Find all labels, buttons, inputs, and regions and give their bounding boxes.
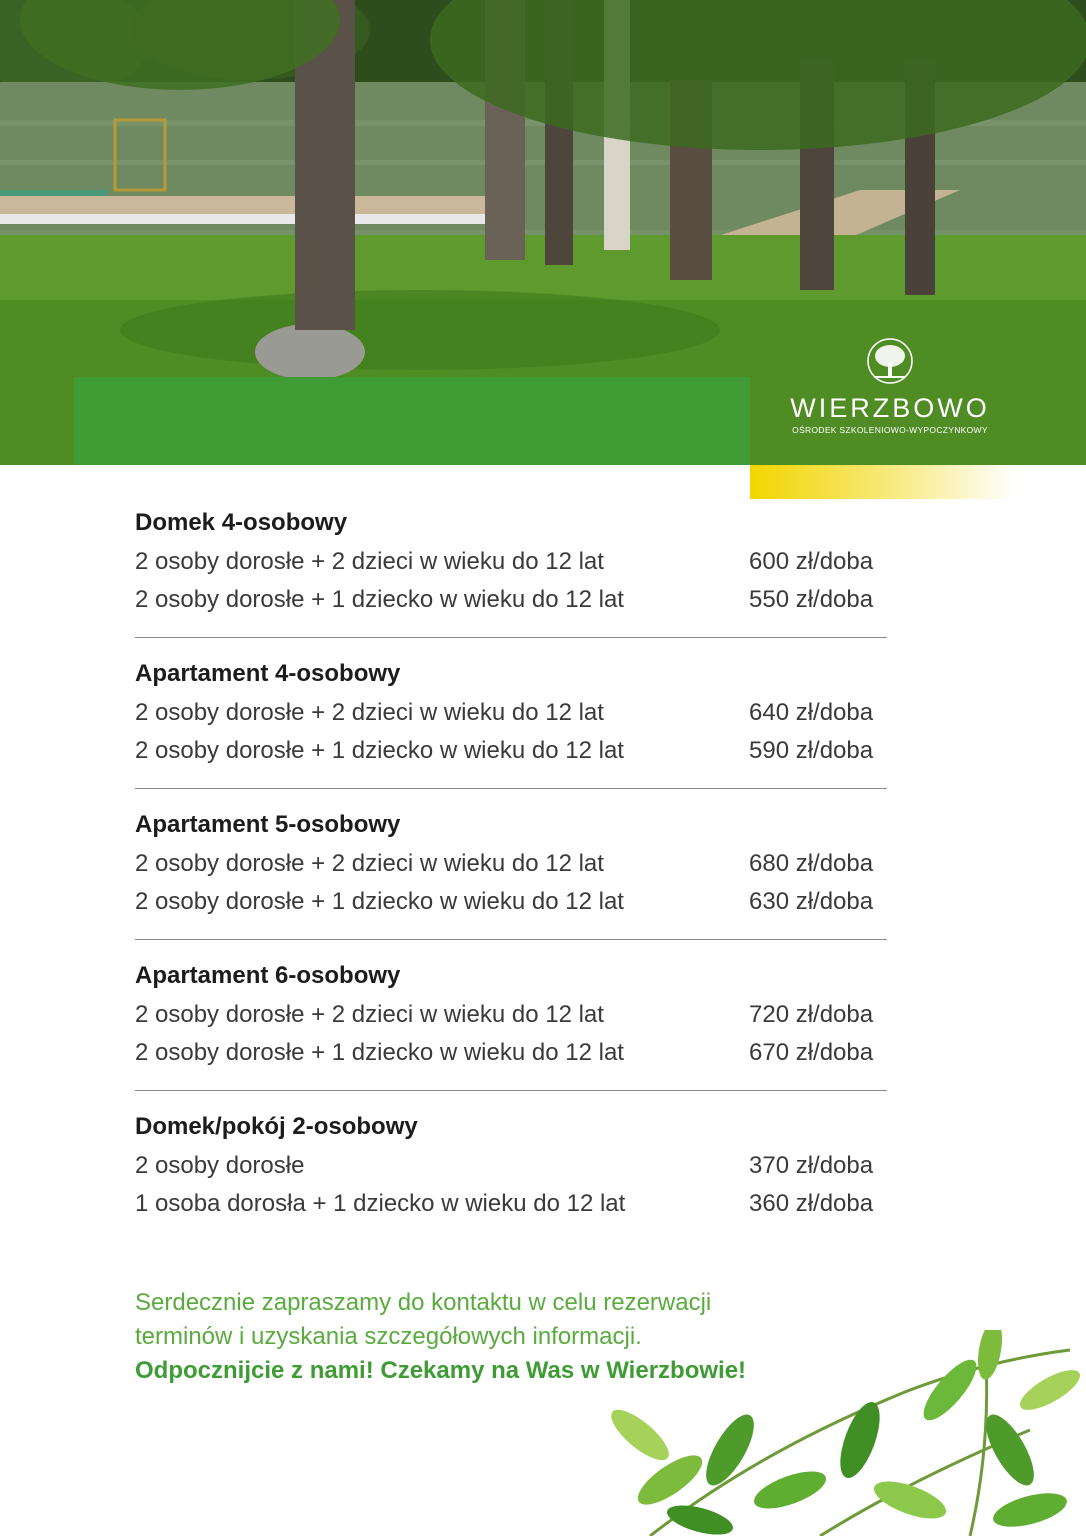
price-row xyxy=(135,996,887,1034)
yellow-accent-bar xyxy=(750,465,1016,499)
row-price: 550 zł/doba xyxy=(749,586,874,613)
brand-logo xyxy=(780,336,1000,435)
row-price: 590 zł/doba xyxy=(749,737,874,764)
row-price: 670 zł/doba xyxy=(749,1039,874,1066)
row-price: 600 zł/doba xyxy=(749,548,874,575)
row-label: 2 osoby dorosłe + 2 dzieci w wieku do 12 lat xyxy=(135,850,604,877)
row-price: 680 zł/doba xyxy=(749,850,874,877)
row-price: 630 zł/doba xyxy=(749,888,874,915)
price-row xyxy=(135,845,887,883)
row-label: 1 osoba dorosła + 1 dziecko w wieku do 12 lat xyxy=(135,1190,626,1217)
row-label: 2 osoby dorosłe xyxy=(135,1152,305,1179)
closing-line-3: Odpocznijcie z nami! Czekamy na Was w Wierzbowie! xyxy=(135,1357,747,1384)
section-title: Apartament 5-osobowy xyxy=(135,811,401,838)
price-section xyxy=(135,505,887,638)
section-title: Apartament 6-osobowy xyxy=(135,962,401,989)
price-row xyxy=(135,694,887,732)
green-banner xyxy=(74,377,750,465)
row-price: 720 zł/doba xyxy=(749,1001,874,1028)
row-label: 2 osoby dorosłe + 2 dzieci w wieku do 12 lat xyxy=(135,548,604,575)
section-title: Domek/pokój 2-osobowy xyxy=(135,1113,418,1140)
row-price: 360 zł/doba xyxy=(749,1190,874,1217)
closing-line-2: terminów i uzyskania szczegółowych informacji. xyxy=(135,1323,642,1350)
row-price: 370 zł/doba xyxy=(749,1152,874,1179)
price-section xyxy=(135,807,887,940)
brand-name: WIERZBOWO xyxy=(790,393,990,423)
row-label: 2 osoby dorosłe + 2 dzieci w wieku do 12 lat xyxy=(135,699,604,726)
price-row xyxy=(135,1034,887,1072)
closing-line-1: Serdecznie zapraszamy do kontaktu w celu rezerwacji xyxy=(135,1289,712,1316)
price-section xyxy=(135,1109,887,1241)
row-label: 2 osoby dorosłe + 2 dzieci w wieku do 12 lat xyxy=(135,1001,604,1028)
price-row xyxy=(135,581,887,619)
price-row xyxy=(135,1147,887,1185)
price-row xyxy=(135,732,887,770)
price-row xyxy=(135,543,887,581)
section-title: Domek 4-osobowy xyxy=(135,509,348,536)
row-label: 2 osoby dorosłe + 1 dziecko w wieku do 12 lat xyxy=(135,737,624,764)
price-row xyxy=(135,883,887,921)
row-price: 640 zł/doba xyxy=(749,699,874,726)
price-section xyxy=(135,656,887,789)
row-label: 2 osoby dorosłe + 1 dziecko w wieku do 12 lat xyxy=(135,586,624,613)
price-row xyxy=(135,1185,887,1223)
brand-subtitle: OŚRODEK SZKOLENIOWO-WYPOCZYNKOWY xyxy=(792,425,988,435)
section-title: Apartament 4-osobowy xyxy=(135,660,401,687)
price-section xyxy=(135,958,887,1091)
row-label: 2 osoby dorosłe + 1 dziecko w wieku do 12 lat xyxy=(135,888,624,915)
row-label: 2 osoby dorosłe + 1 dziecko w wieku do 12 lat xyxy=(135,1039,624,1066)
price-list xyxy=(135,505,887,1259)
tree-logo-icon xyxy=(865,336,915,386)
leaves-illustration xyxy=(610,1330,1086,1536)
